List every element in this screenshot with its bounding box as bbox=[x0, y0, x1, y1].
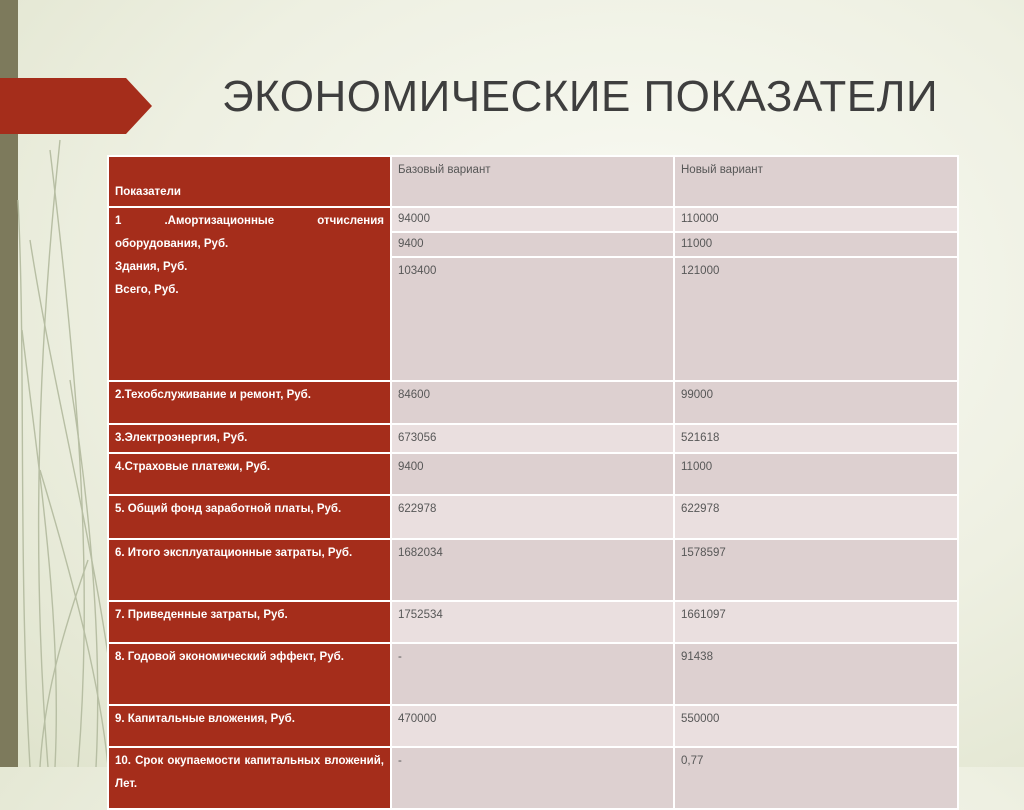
indicators-table bbox=[107, 155, 959, 810]
cell-base: 84600 bbox=[391, 381, 674, 424]
header-new-variant: Новый вариант bbox=[674, 156, 958, 207]
cell-base: 1752534 bbox=[391, 601, 674, 643]
table-row bbox=[108, 643, 958, 705]
cell-new: 0,77 bbox=[674, 747, 958, 809]
cell-base: - bbox=[391, 643, 674, 705]
cell-new: 521618 bbox=[674, 424, 958, 453]
table-row bbox=[108, 539, 958, 601]
table-row bbox=[108, 381, 958, 424]
cell-new: 121000 bbox=[674, 257, 958, 381]
table-header-row bbox=[108, 156, 958, 207]
row-label-amortization bbox=[108, 207, 391, 381]
cell-new: 1661097 bbox=[674, 601, 958, 643]
header-base-variant: Базовый вариант bbox=[391, 156, 674, 207]
table-row bbox=[108, 424, 958, 453]
table-row bbox=[108, 747, 958, 809]
row-label-line: Здания, Руб. bbox=[115, 261, 188, 273]
title-banner-arrow bbox=[0, 78, 152, 134]
cell-new: 622978 bbox=[674, 495, 958, 539]
row-label: 2.Техобслуживание и ремонт, Руб. bbox=[108, 381, 391, 424]
cell-base: 673056 bbox=[391, 424, 674, 453]
cell-new: 11000 bbox=[674, 232, 958, 257]
row-label: 5. Общий фонд заработной платы, Руб. bbox=[108, 495, 391, 539]
table-row bbox=[108, 453, 958, 495]
cell-new: 11000 bbox=[674, 453, 958, 495]
cell-base: 9400 bbox=[391, 232, 674, 257]
row-label-line: 1 .Амортизационные отчисления оборудования, Руб. bbox=[115, 215, 384, 250]
cell-new: 99000 bbox=[674, 381, 958, 424]
table-row bbox=[108, 705, 958, 747]
cell-base: 103400 bbox=[391, 257, 674, 381]
header-indicators: Показатели bbox=[108, 156, 391, 207]
cell-base: 622978 bbox=[391, 495, 674, 539]
row-label: 3.Электроэнергия, Руб. bbox=[108, 424, 391, 453]
cell-new: 550000 bbox=[674, 705, 958, 747]
row-label: 7. Приведенные затраты, Руб. bbox=[108, 601, 391, 643]
cell-new: 1578597 bbox=[674, 539, 958, 601]
row-label-line: Всего, Руб. bbox=[115, 284, 179, 296]
cell-base: 94000 bbox=[391, 207, 674, 232]
row-label: 9. Капитальные вложения, Руб. bbox=[108, 705, 391, 747]
table-row bbox=[108, 207, 958, 232]
cell-base: - bbox=[391, 747, 674, 809]
row-label: 6. Итого эксплуатационные затраты, Руб. bbox=[108, 539, 391, 601]
table-row bbox=[108, 601, 958, 643]
row-label: 10. Срок окупаемости капитальных вложений, Лет. bbox=[108, 747, 391, 809]
slide-title: ЭКОНОМИЧЕСКИЕ ПОКАЗАТЕЛИ bbox=[222, 72, 939, 121]
cell-base: 470000 bbox=[391, 705, 674, 747]
table-row bbox=[108, 495, 958, 539]
cell-base: 1682034 bbox=[391, 539, 674, 601]
cell-base: 9400 bbox=[391, 453, 674, 495]
row-label: 4.Страховые платежи, Руб. bbox=[108, 453, 391, 495]
row-label: 8. Годовой экономический эффект, Руб. bbox=[108, 643, 391, 705]
cell-new: 110000 bbox=[674, 207, 958, 232]
cell-new: 91438 bbox=[674, 643, 958, 705]
